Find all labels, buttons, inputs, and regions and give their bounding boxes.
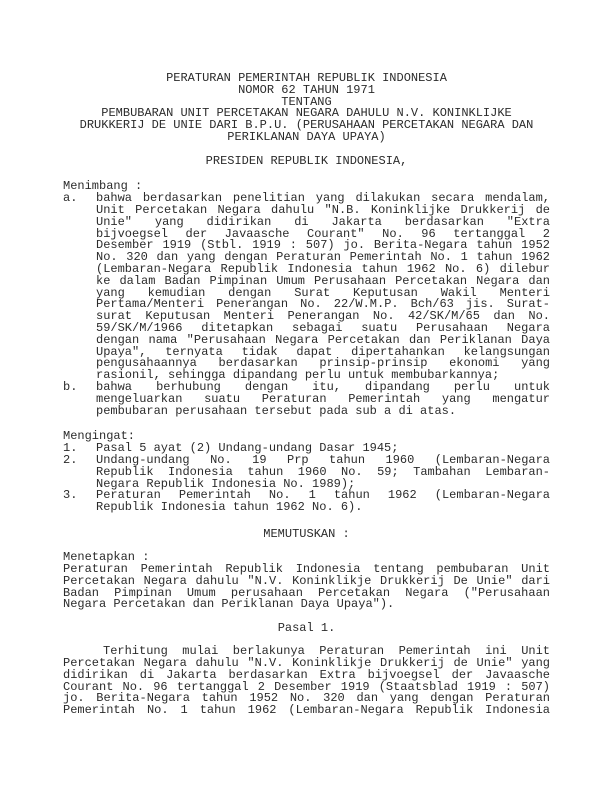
- text-line: Courant No. 96 tertanggal 2 Desember 1919 (Staatsblad 1919 : 507): [63, 679, 550, 694]
- list-item: [63, 490, 550, 514]
- text-line: Negara Republik Indonesia No. 1989);: [96, 476, 356, 491]
- list-item-body: [96, 452, 550, 491]
- list-item-marker: 2.: [63, 452, 78, 467]
- text-line: Badan Pimpinan Umum perusahaan Percetakan Negara ("Perusahaan: [63, 585, 550, 600]
- text-line: Upaya", ternyata tidak dapat dipertahankan kelangsungan: [96, 344, 550, 359]
- text-line: Republik Indonesia tahun 1962 No. 6).: [96, 500, 363, 515]
- document-title: [63, 73, 550, 144]
- text-line: Percetakan Negara dahulu "N.V. Koninklikje Drukkerij de Unie" yang: [63, 656, 550, 671]
- text-line: bahwa berdasarkan penelitian yang dilakukan secara mendalam,: [96, 191, 550, 206]
- list-item: [63, 452, 550, 491]
- list-item-body: [96, 490, 550, 514]
- list-item-marker: 1.: [63, 441, 78, 456]
- text-line: Undang-undang No. 19 Prp tahun 1960 (Lembaran-Negara: [96, 452, 550, 467]
- menetapkan-body: [63, 561, 550, 612]
- text-line: dengan nama "Perusahaan Negara Percetakan dan Periklanan Daya: [96, 332, 550, 347]
- menimbang-label: Menimbang :: [63, 179, 143, 194]
- list-item: [63, 379, 550, 418]
- text-line: didirikan di Jakarta berdasarkan Extra bijvoegsel der Javaasche: [63, 667, 550, 682]
- section-mengingat: [63, 431, 550, 514]
- text-line: PERATURAN PEMERINTAH REPUBLIK INDONESIA: [166, 71, 447, 85]
- text-line: Peraturan Pemerintah Republik Indonesia tentang pembubaran Unit: [63, 561, 550, 576]
- text-line: rasionil, sehingga dipandang perlu untuk membubarkannya;: [96, 368, 500, 383]
- president-line: PRESIDEN REPUBLIK INDONESIA,: [205, 153, 408, 168]
- menimbang-items: [63, 193, 550, 417]
- list-item-marker: 3.: [63, 488, 78, 503]
- memutuskan-heading: MEMUTUSKAN :: [263, 527, 350, 542]
- text-line: Terhitung mulai berlakunya Peraturan Pemerintah ini Unit: [103, 644, 550, 659]
- pasal-1-heading: Pasal 1.: [277, 620, 336, 635]
- text-line: bahwa berhubung dengan itu, dipandang perlu untuk: [96, 379, 550, 394]
- text-line: Percetakan Negara dahulu "N.V. Koninklikje Drukkerij De Unie" dari: [63, 573, 550, 588]
- list-item-body: [96, 193, 550, 382]
- text-line: Unie" yang didirikan di Jakarta berdasarkan "Extra: [96, 214, 550, 229]
- text-line: 59/SK/M/1966 ditetapkan sebagai suatu Perusahaan Negara: [96, 320, 550, 335]
- list-item-body: [96, 379, 550, 418]
- menetapkan-label: Menetapkan :: [63, 550, 150, 565]
- text-line: Unit Percetakan Negara dahulu "N.B. Koninklijke Drukkerij de: [96, 202, 550, 217]
- text-line: No. 320 dan yang dengan Peraturan Pemerintah No. 1 tahun 1962: [96, 250, 550, 265]
- text-line: Pertama/Menteri Penerangan No. 22/W.M.P. Bch/63 jis. Surat-: [96, 297, 550, 312]
- list-item-marker: b.: [63, 379, 78, 394]
- text-line: TENTANG: [281, 94, 332, 109]
- text-line: yang kemudian dengan Surat Keputusan Wakil Menteri: [96, 285, 550, 300]
- text-line: PEMBUBARAN UNIT PERCETAKAN NEGARA DAHULU N.V. KONINKLIJKE: [101, 106, 512, 121]
- text-line: pengusahaannya berdasarkan prinsip-prinsip ekonomi yang: [96, 356, 550, 371]
- section-menimbang: [63, 181, 550, 417]
- text-line: Negara Percetakan dan Periklanan Daya Upaya").: [63, 597, 395, 612]
- text-line: jo. Berita-Negara tahun 1952 No. 320 dan yang dengan Peraturan: [63, 691, 550, 706]
- text-line: PERIKLANAN DAYA UPAYA): [227, 129, 386, 144]
- text-line: DRUKKERIJ DE UNIE DARI B.P.U. (PERUSAHAAN PERCETAKAN NEGARA DAN: [79, 118, 534, 133]
- list-item-marker: a.: [63, 191, 78, 206]
- text-line: Republik Indonesia tahun 1960 No. 59; Tambahan Lembaran-: [96, 464, 550, 479]
- text-line: surat Keputusan Menteri Penerangan No. 42/SK/M/65 dan No.: [96, 309, 550, 324]
- text-line: Peraturan Pemerintah No. 1 tahun 1962 (Lembaran-Negara: [96, 488, 550, 503]
- text-line: Pemerintah No. 1 tahun 1962 (Lembaran-Negara Republik Indonesia: [63, 703, 550, 718]
- text-line: Pasal 5 ayat (2) Undang-undang Dasar 1945;: [96, 441, 399, 456]
- text-line: mengeluarkan suatu Peraturan Pemerintah yang mengatur: [96, 391, 550, 406]
- pasal-1-body: [63, 646, 550, 717]
- text-line: NOMOR 62 TAHUN 1971: [238, 82, 375, 97]
- list-item: [63, 193, 550, 382]
- mengingat-items: [63, 443, 550, 514]
- text-line: Desember 1919 (Stbl. 1919 : 507) jo. Berita-Negara tahun 1952: [96, 238, 550, 253]
- text-line: ke dalam Badan Pimpinan Umum Perusahaan Percetakan Negara dan: [96, 273, 550, 288]
- section-menetapkan: [63, 552, 550, 611]
- text-line: pembubaran perusahaan tersebut pada sub a di atas.: [96, 403, 457, 418]
- text-line: (Lembaran-Negara Republik Indonesia tahun 1962 No. 6) dilebur: [96, 261, 550, 276]
- mengingat-label: Mengingat:: [63, 429, 136, 444]
- text-line: bijvoegsel der Javaasche Courant" No. 96 tertanggal 2: [96, 226, 550, 241]
